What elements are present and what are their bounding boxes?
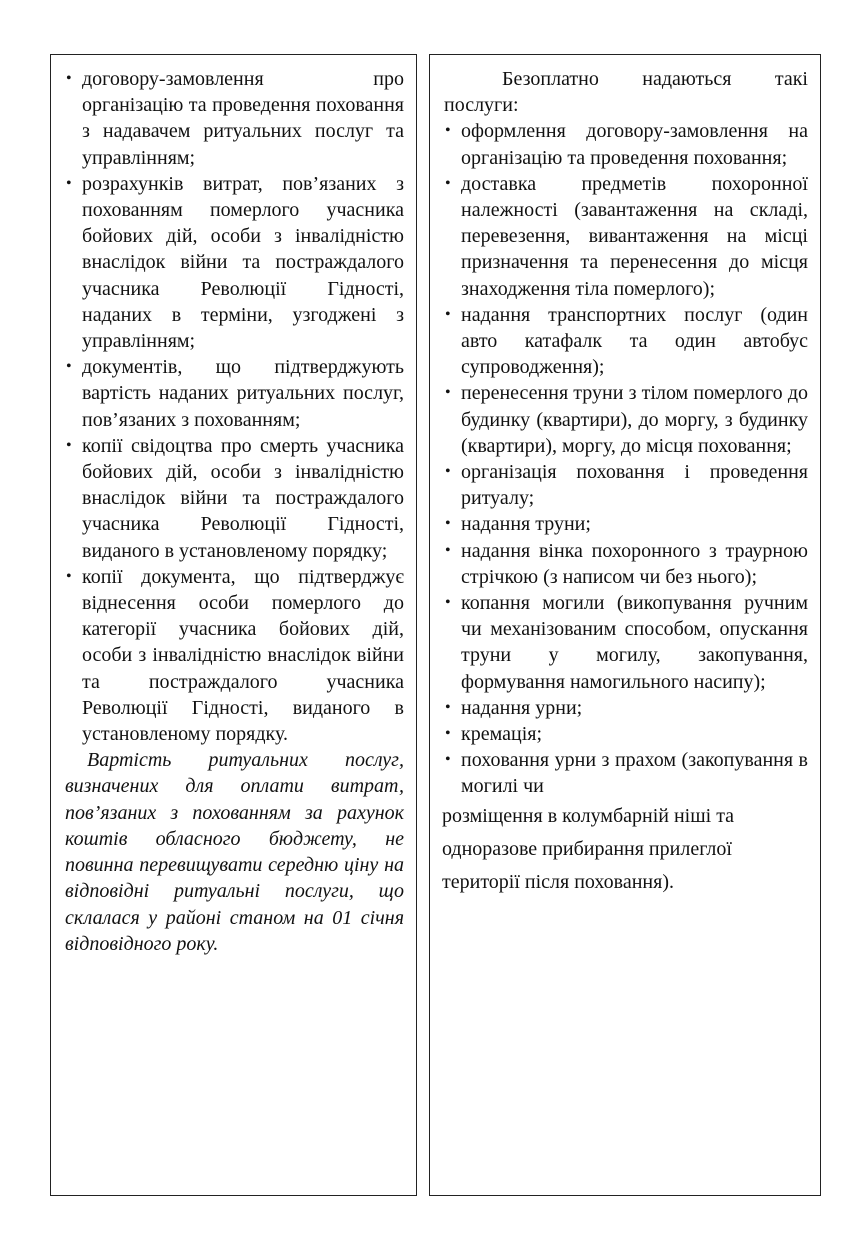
- list-item-text: надання труни;: [461, 513, 591, 536]
- left-column-panel: [50, 54, 417, 1196]
- bullet-icon: •: [445, 594, 451, 612]
- list-item-text: документів, що підтверджують вартість наданих ритуальних послуг, пов’язаних з похованням;: [82, 356, 404, 431]
- list-item-text: надання транспортних послуг (один авто катафалк та один автобус супроводження);: [461, 303, 808, 379]
- bullet-icon: •: [445, 725, 451, 743]
- bullet-icon: •: [445, 174, 451, 192]
- list-item-text: копання могили (викопування ручним чи механізованим способом, опускання труни у могилу, закопування, формування намогильного насипу);: [461, 592, 808, 693]
- bullet-icon: •: [445, 751, 451, 769]
- list-item-text: оформлення договору-замовлення на організацію та проведення поховання;: [461, 120, 808, 169]
- free-services-intro: Безоплатно надаються такі послуги:: [444, 68, 808, 117]
- list-item-continuation: одноразове прибирання прилеглої: [442, 837, 732, 860]
- bullet-icon: •: [445, 698, 451, 716]
- list-item: [65, 66, 404, 171]
- list-item: [65, 171, 404, 354]
- list-item-text: кремація;: [461, 723, 543, 746]
- bullet-icon: •: [445, 384, 451, 402]
- bullet-icon: •: [66, 70, 72, 87]
- list-item: [444, 538, 808, 590]
- list-item: [444, 695, 808, 721]
- bullet-icon: •: [66, 567, 72, 585]
- list-item-text: копії документа, що підтверджує віднесення особи померлого до категорії учасника бойових дій, особи з інвалідністю внаслідок війни та постраждалого учасника Революції Гідності, виданого в установленому порядку.: [82, 565, 404, 746]
- list-item-text: розрахунків витрат, пов’язаних з похованням померлого учасника бойових дій, особи з інвалідністю внаслідок війни та постраждалого учасника Революції Гідності, наданих в терміни, узгоджені з управлінням;: [82, 172, 404, 353]
- list-item-text: договору-замовлення про організацію та проведення поховання з надавачем ритуальних послуг та управлінням;: [82, 68, 404, 169]
- list-item-continuation: розміщення в колумбарній ніші та: [442, 804, 735, 827]
- cost-note-paragraph: Вартість ритуальних послуг, визначених для оплати витрат, пов’язаних з похованням за рахунок коштів обласного бюджету, не повинна перевищувати середню ціну на відповідні ритуальні послуги, що склалася у районі станом на 01 січня відповідного року.: [65, 749, 404, 955]
- bullet-icon: •: [445, 541, 451, 559]
- right-list: [444, 118, 808, 898]
- list-item: [65, 433, 404, 564]
- list-item-text: поховання урни з прахом (закопування в могилі чи: [461, 749, 808, 798]
- list-item: [444, 302, 808, 381]
- bullet-icon: •: [445, 305, 451, 323]
- list-item: [444, 511, 808, 537]
- list-item: [65, 564, 404, 747]
- list-item: [444, 721, 808, 747]
- list-item-text: надання урни;: [461, 696, 583, 719]
- bullet-icon: •: [66, 436, 72, 454]
- list-item-text: перенесення труни з тілом померлого до будинку (квартири), до моргу, з будинку (квартири), моргу, до місця поховання;: [461, 382, 808, 457]
- list-item: [65, 354, 404, 433]
- bullet-icon: •: [445, 122, 451, 140]
- bullet-icon: •: [66, 174, 72, 192]
- list-item: [444, 118, 808, 170]
- list-item-text: доставка предметів похоронної належності (завантаження на складі, перевезення, вивантаження на місці призначення та перенесення до місця знаходження тіла померлого);: [461, 172, 808, 300]
- list-item-text: організація поховання і проведення ритуалу;: [461, 461, 808, 510]
- list-item-continuation: території після поховання).: [442, 870, 674, 893]
- list-item-text: копії свідоцтва про смерть учасника бойових дій, особи з інвалідністю внаслідок війни та постраждалого учасника Революції Гідності, виданого в установленому порядку;: [82, 434, 404, 562]
- list-item: [444, 590, 808, 695]
- list-item: [444, 747, 808, 799]
- list-item: [444, 171, 808, 302]
- list-item: [444, 459, 808, 511]
- right-column-panel: [429, 54, 821, 1196]
- bullet-icon: •: [445, 515, 451, 533]
- list-item-text: надання вінка похоронного з траурною стрічкою (з написом чи без нього);: [461, 539, 808, 588]
- bullet-icon: •: [66, 358, 72, 376]
- bullet-icon: •: [445, 463, 451, 481]
- left-list: [65, 66, 404, 747]
- list-item: [444, 380, 808, 459]
